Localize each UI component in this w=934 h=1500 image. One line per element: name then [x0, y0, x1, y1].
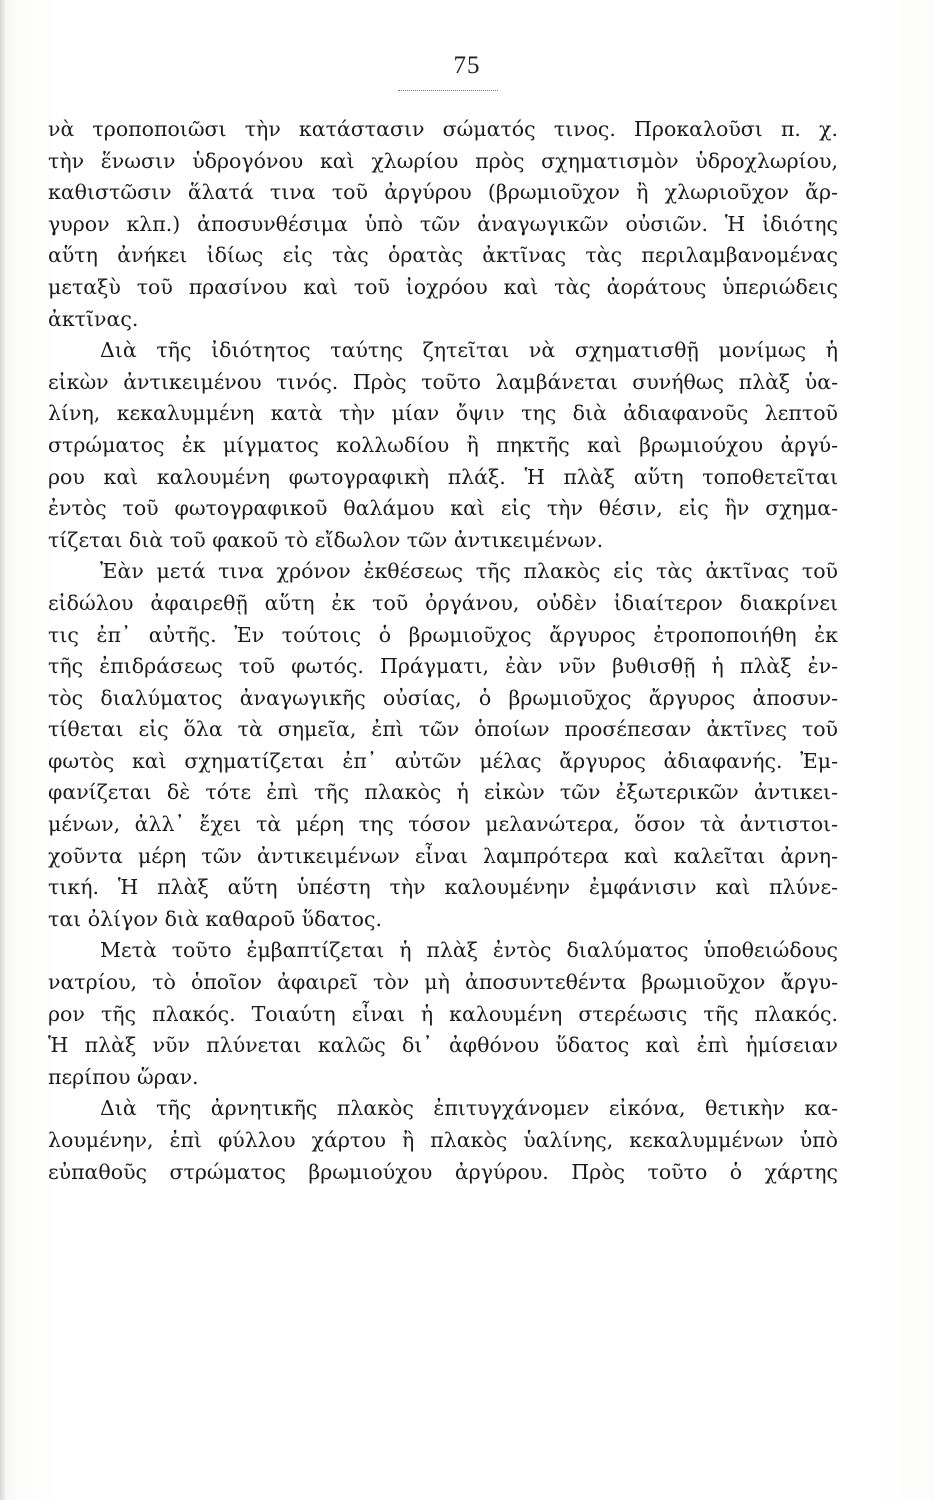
page-number: 75 [453, 52, 481, 79]
text-line: Διὰ τῆς ἰδιότητος ταύτης ζητεῖται νὰ σχηματισθῇ μονίμως ἡ [100, 338, 838, 363]
text-line: νατρίου, τὸ ὁποῖον ἀφαιρεῖ τὸν μὴ ἀποσυντεθέντα βρωμιοῦχον ἄργυ- [48, 970, 838, 995]
body-text [48, 114, 838, 1188]
text-line: καθιστῶσιν ἅλατά τινα τοῦ ἀργύρου (βρωμιοῦχον ἢ χλωριοῦχον ἄρ- [48, 180, 838, 205]
text-line: ἐντὸς τοῦ φωτογραφικοῦ θαλάμου καὶ εἰς τὴν θέσιν, εἰς ἣν σχημα- [48, 496, 838, 521]
text-line: τίθεται εἰς ὅλα τὰ σημεῖα, ἐπὶ τῶν ὁποίων προσέπεσαν ἀκτῖνες τοῦ [48, 717, 838, 742]
text-line: Διὰ τῆς ἀρνητικῆς πλακὸς ἐπιτυγχάνομεν εἰκόνα, θετικὴν κα- [100, 1096, 838, 1121]
text-line: Μετὰ τοῦτο ἐμβαπτίζεται ἡ πλὰξ ἐντὸς διαλύματος ὑποθειώδους [100, 938, 838, 963]
text-line: τίζεται διὰ τοῦ φακοῦ τὸ εἴδωλον τῶν ἀντικειμένων. [48, 527, 604, 552]
text-line: τὴν ἕνωσιν ὑδρογόνου καὶ χλωρίου πρὸς σχηματισμὸν ὑδροχλωρίου, [48, 148, 838, 173]
text-line: στρώματος ἐκ μίγματος κολλωδίου ἢ πηκτῆς καὶ βρωμιούχου ἀργύ- [48, 432, 838, 457]
text-line: χοῦντα μέρη τῶν ἀντικειμένων εἶναι λαμπρότερα καὶ καλεῖται ἀρνη- [48, 843, 838, 868]
text-line: Ἡ πλὰξ νῦν πλύνεται καλῶς δι᾽ ἀφθόνου ὕδατος καὶ ἐπὶ ἡμίσειαν [48, 1033, 838, 1058]
text-line: φανίζεται δὲ τότε ἐπὶ τῆς πλακὸς ἡ εἰκὼν τῶν ἐξωτερικῶν ἀντικει- [48, 780, 838, 805]
text-line: αὕτη ἀνήκει ἰδίως εἰς τὰς ὁρατὰς ἀκτῖνας τὰς περιλαμβανομένας [48, 243, 838, 268]
text-line: φωτὸς καὶ σχηματίζεται ἐπ᾽ αὐτῶν μέλας ἄργυρος ἀδιαφανής. Ἐμ- [48, 748, 838, 773]
text-line: μένων, ἀλλ᾽ ἔχει τὰ μέρη της τόσον μελανώτερα, ὅσον τὰ ἀντιστοι- [48, 812, 838, 837]
text-line: τις ἐπ᾽ αὐτῆς. Ἐν τούτοις ὁ βρωμιοῦχος ἄργυρος ἐτροποποιήθη ἐκ [48, 622, 838, 647]
text-line: εὐπαθοῦς στρώματος βρωμιούχου ἀργύρου. Πρὸς τοῦτο ὁ χάρτης [48, 1159, 838, 1184]
page-number-rule [398, 90, 498, 91]
text-line: τὸς διαλύματος ἀναγωγικῆς οὐσίας, ὁ βρωμιοῦχος ἄργυρος ἀποσυν- [48, 685, 838, 710]
text-line: νὰ τροποποιῶσι τὴν κατάστασιν σώματός τινος. Προκαλοῦσι π. χ. [48, 117, 838, 141]
text-line: λουμένην, ἐπὶ φύλλου χάρτου ἢ πλακὸς ὑαλίνης, κεκαλυμμένων ὑπὸ [48, 1128, 838, 1152]
text-line: λίνη, κεκαλυμμένη κατὰ τὴν μίαν ὄψιν της διὰ ἀδιαφανοῦς λεπτοῦ [48, 401, 838, 426]
text-line: ρον τῆς πλακός. Τοιαύτη εἶναι ἡ καλουμένη στερέωσις τῆς πλακός. [48, 1001, 838, 1026]
text-line: ρου καὶ καλουμένη φωτογραφικὴ πλάξ. Ἡ πλὰξ αὕτη τοποθετεῖται [48, 464, 838, 489]
text-line: μεταξὺ τοῦ πρασίνου καὶ τοῦ ἰοχρόου καὶ τὰς ἀοράτους ὑπεριώδεις [48, 274, 838, 299]
text-line: εἰδώλου ἀφαιρεθῇ αὕτη ἐκ τοῦ ὀργάνου, οὐδὲν ἰδιαίτερον διακρίνει [48, 590, 838, 615]
text-line: τῆς ἐπιδράσεως τοῦ φωτός. Πράγματι, ἐὰν νῦν βυθισθῇ ἡ πλὰξ ἐν- [48, 654, 838, 679]
text-line: ἀκτῖνας. [48, 306, 139, 331]
page-binding-edge [0, 0, 6, 1500]
text-line: Ἐὰν μετά τινα χρόνον ἐκθέσεως τῆς πλακὸς εἰς τὰς ἀκτῖνας τοῦ [100, 559, 838, 584]
text-line: εἰκὼν ἀντικειμένου τινός. Πρὸς τοῦτο λαμβάνεται συνήθως πλὰξ ὑα- [48, 369, 838, 394]
text-line: περίπου ὥραν. [48, 1064, 199, 1089]
text-line: τική. Ἡ πλὰξ αὕτη ὑπέστη τὴν καλουμένην ἐμφάνισιν καὶ πλύνε- [48, 875, 838, 900]
text-line: γυρον κλπ.) ἀποσυνθέσιμα ὑπὸ τῶν ἀναγωγικῶν οὐσιῶν. Ἡ ἰδιότης [48, 211, 838, 236]
text-line: ται ὀλίγον διὰ καθαροῦ ὕδατος. [48, 906, 382, 931]
